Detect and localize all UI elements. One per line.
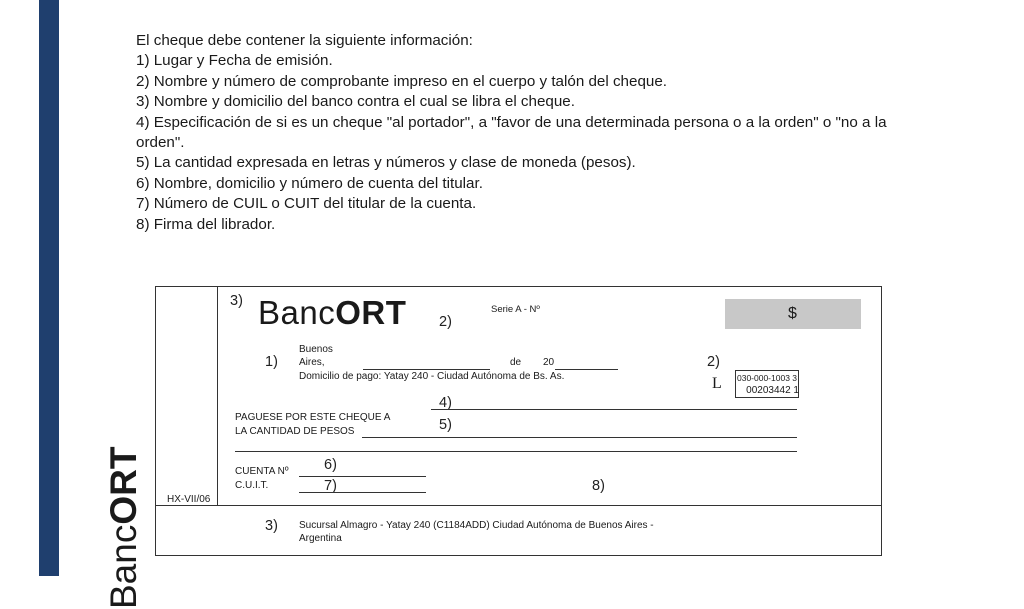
stub-brand-logo: BancORT (103, 446, 144, 609)
marker-1: 1) (265, 354, 278, 370)
payee-line (431, 409, 797, 410)
account-line (299, 476, 426, 477)
requirement-item: 4) Especificación de si es un cheque "al portador", a "favor de una determinada persona o a la orden" o "no a la (136, 113, 887, 131)
year-blank-line (555, 369, 618, 370)
amount-words-label: LA CANTIDAD DE PESOS (235, 426, 355, 437)
marker-2: 2) (439, 314, 452, 330)
marker-4: 4) (439, 395, 452, 411)
amount-words-line-2 (235, 451, 797, 452)
date-de-label: de (510, 357, 522, 368)
place-label-line1: Buenos (299, 344, 333, 355)
marker-3: 3) (230, 293, 243, 309)
place-blank-line (363, 369, 490, 370)
requirement-item: 5) La cantidad expresada en letras y números y clase de moneda (pesos). (136, 154, 636, 172)
marker-7: 7) (324, 478, 337, 494)
requirement-item: 2) Nombre y número de comprobante impreso en el cuerpo y talón del cheque. (136, 72, 668, 90)
account-label: CUENTA Nº (235, 466, 289, 477)
account-code: 030-000-1003 3 (736, 373, 798, 383)
requirement-item: 6) Nombre, domicilio y número de cuenta del titular. (136, 174, 483, 192)
footer-divider (156, 505, 881, 506)
l-mark: L (712, 375, 722, 392)
form-code: HX-VII/06 (167, 494, 211, 505)
marker-6: 6) (324, 457, 337, 473)
date-year-label: 20 (543, 357, 555, 368)
place-label-line2: Aires, (299, 357, 325, 368)
bank-brand-logo: BancORT (258, 294, 407, 331)
currency-symbol: $ (788, 305, 797, 322)
cheque-illustration (103, 286, 882, 609)
cuit-label: C.U.I.T. (235, 480, 269, 491)
requirement-item: orden". (136, 134, 185, 152)
marker-8: 8) (592, 478, 605, 494)
amount-words-line (362, 437, 797, 438)
branch-address-line1: Sucursal Almagro - Yatay 240 (C1184ADD) Ciudad Autónoma de Buenos Aires - (299, 520, 654, 531)
requirement-item: 8) Firma del librador. (136, 215, 276, 233)
pay-to-label: PAGUESE POR ESTE CHEQUE A (235, 412, 391, 423)
stub-divider (217, 287, 218, 505)
payment-address: Domicilio de pago: Yatay 240 - Ciudad Autónoma de Bs. As. (299, 371, 565, 382)
marker-2-second: 2) (707, 354, 720, 370)
series-number: Serie A - Nº (491, 304, 540, 315)
side-accent-bar (39, 0, 59, 576)
marker-5: 5) (439, 417, 452, 433)
requirement-item: 3) Nombre y domicilio del banco contra el cual se libra el cheque. (136, 93, 575, 111)
cheque-requirements-text (136, 31, 956, 235)
requirement-item: 1) Lugar y Fecha de emisión. (136, 52, 333, 70)
branch-address-line2: Argentina (299, 533, 342, 544)
marker-3-footer: 3) (265, 518, 278, 534)
account-number: 00203442 1 (746, 385, 799, 396)
requirement-item: 7) Número de CUIL o CUIT del titular de la cuenta. (136, 195, 477, 213)
requirements-intro: El cheque debe contener la siguiente información: (136, 32, 473, 49)
cuit-line (299, 492, 426, 493)
amount-box (725, 299, 861, 329)
